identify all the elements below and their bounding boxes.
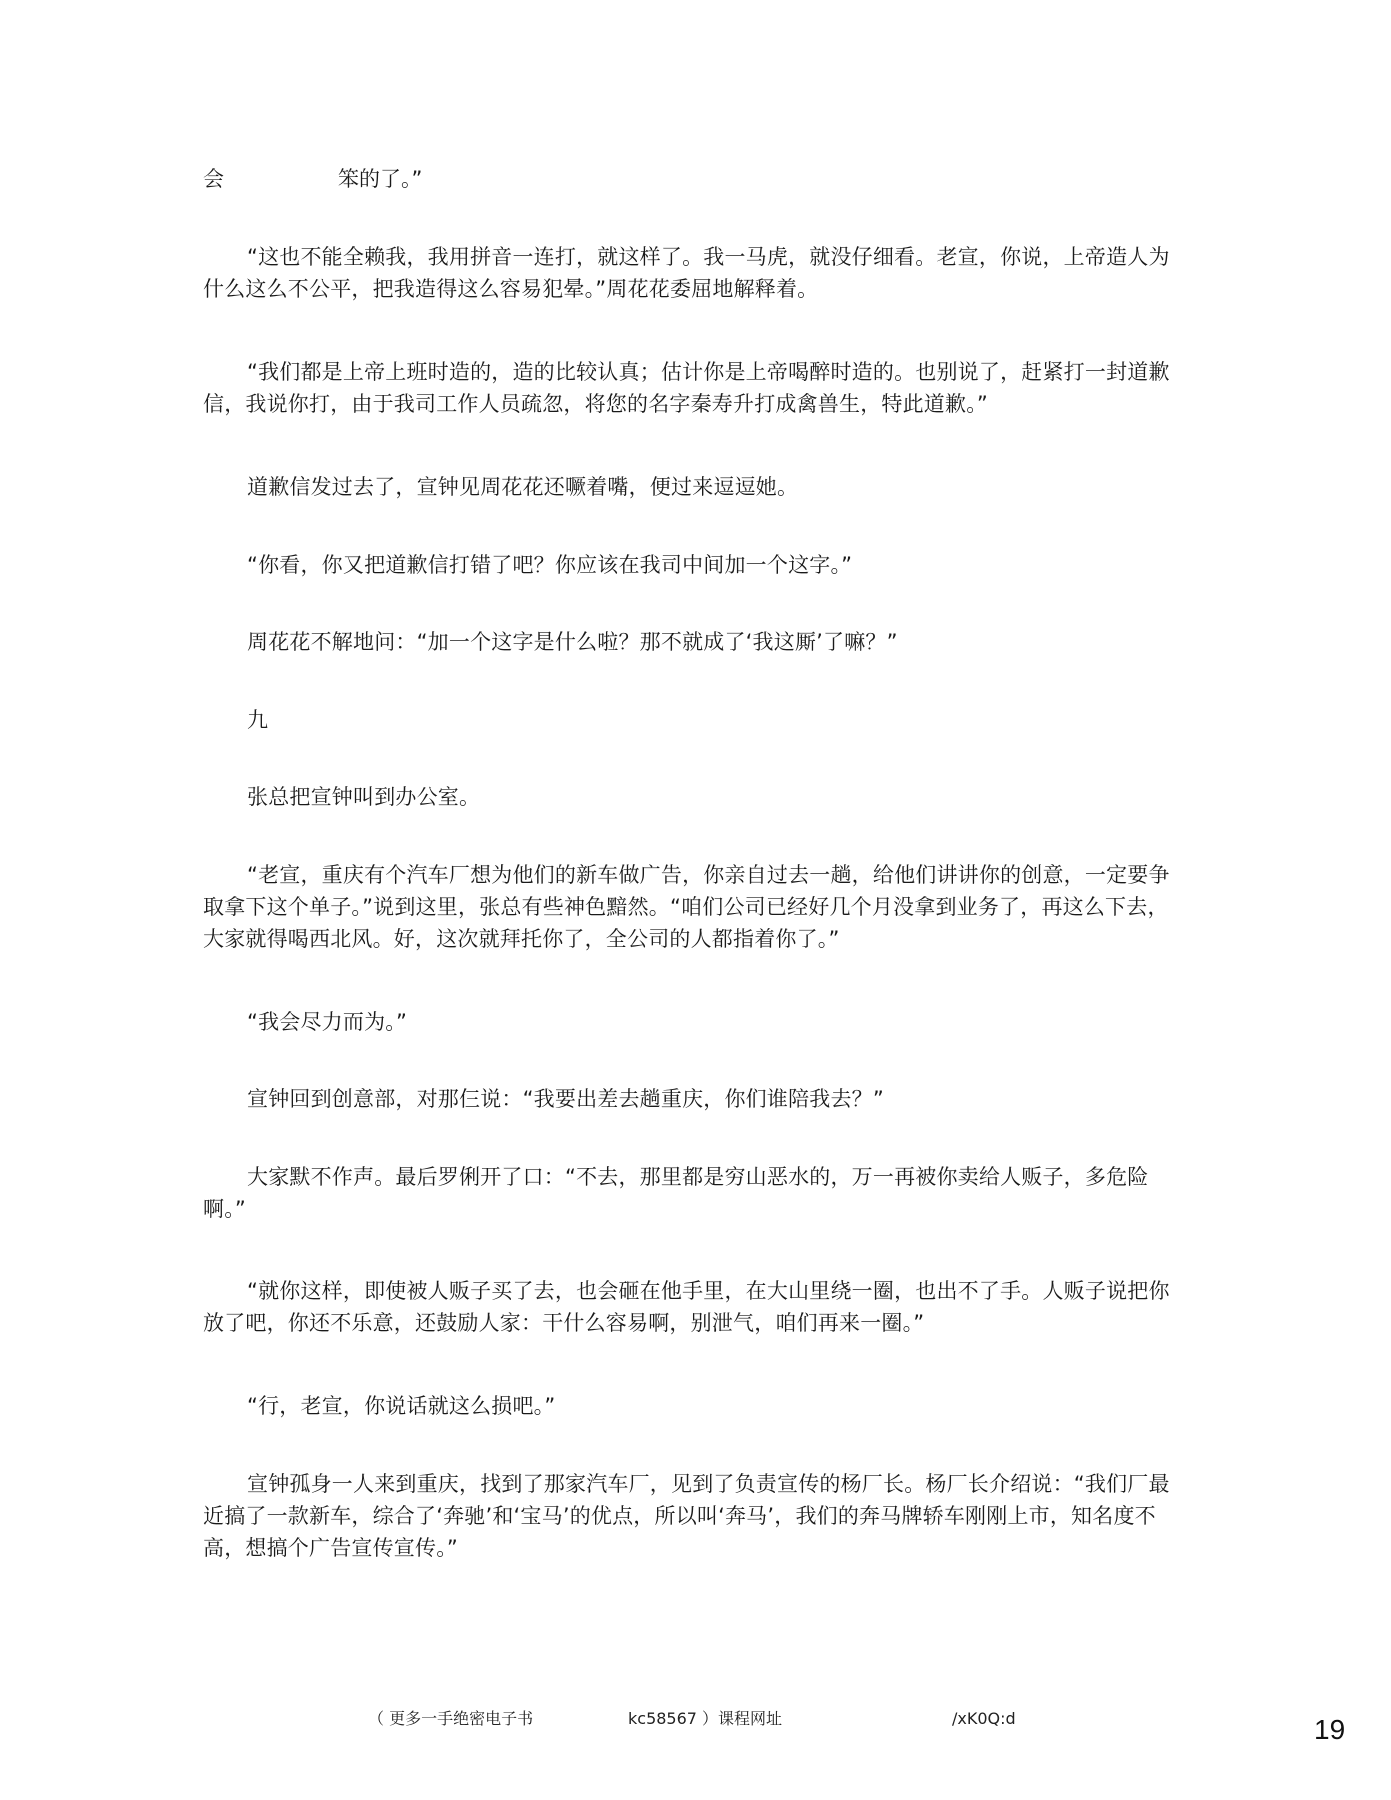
paragraph: 周花花不解地问：“加一个这字是什么啦？那不就成了‘我这厮’了嘛？”	[247, 630, 898, 654]
section-number: 九	[247, 708, 269, 732]
paragraph: “你看，你又把道歉信打错了吧？你应该在我司中间加一个这字。”	[247, 553, 853, 577]
paragraph: 宣钟回到创意部，对那仨说：“我要出差去趟重庆，你们谁陪我去？”	[247, 1087, 884, 1111]
paragraph: 大家默不作声。最后罗俐开了口：“不去，那里都是穷山恶水的，万一再被你卖给人贩子，多危险啊。”	[203, 1165, 1149, 1221]
footer-text-2: kc58567 ）课程网址	[628, 1709, 783, 1728]
page-number: 19	[1314, 1714, 1346, 1745]
paragraph: 道歉信发过去了，宣钟见周花花还噘着嘴，便过来逗逗她。	[247, 475, 799, 499]
continued-line	[203, 163, 422, 195]
paragraph: “我会尽力而为。”	[247, 1010, 408, 1034]
paragraph: “就你这样，即使被人贩子买了去，也会砸在他手里，在大山里绕一圈，也出不了手。人贩子说把你放了吧，你还不乐意，还鼓励人家：干什么容易啊，别泄气，咱们再来一圈。”	[203, 1279, 1170, 1335]
paragraph: 宣钟孤身一人来到重庆，找到了那家汽车厂，见到了负责宣传的杨厂长。杨厂长介绍说：“我们厂最近搞了一款新车，综合了‘奔驰’和‘宝马’的优点，所以叫‘奔马’，我们的奔马牌轿车刚刚上市，知名度不高，想搞个广告宣传宣传。”	[203, 1472, 1170, 1560]
paragraph: “行，老宣，你说话就这么损吧。”	[247, 1394, 556, 1418]
continued-line-start: 会	[203, 167, 224, 191]
footer-text-1: （ 更多一手绝密电子书	[368, 1709, 534, 1728]
continued-line-end: 笨的了。”	[338, 167, 423, 191]
paragraph: “这也不能全赖我，我用拼音一连打，就这样了。我一马虎，就没仔细看。老宣，你说，上帝造人为什么这么不公平，把我造得这么容易犯晕。”周花花委屈地解释着。	[203, 245, 1170, 301]
footer-text-3: /xK0Q:d	[952, 1709, 1016, 1728]
paragraph: “我们都是上帝上班时造的，造的比较认真；估计你是上帝喝醉时造的。也别说了，赶紧打一封道歉信，我说你打，由于我司工作人员疏忽，将您的名字秦寿升打成禽兽生，特此道歉。”	[203, 360, 1170, 416]
paragraph: “老宣，重庆有个汽车厂想为他们的新车做广告，你亲自过去一趟，给他们讲讲你的创意，一定要争取拿下这个单子。”说到这里，张总有些神色黯然。“咱们公司已经好几个月没拿到业务了，再这么下去，大家就得喝西北风。好，这次就拜托你了，全公司的人都指着你了。”	[203, 863, 1170, 951]
paragraph: 张总把宣钟叫到办公室。	[247, 785, 481, 809]
